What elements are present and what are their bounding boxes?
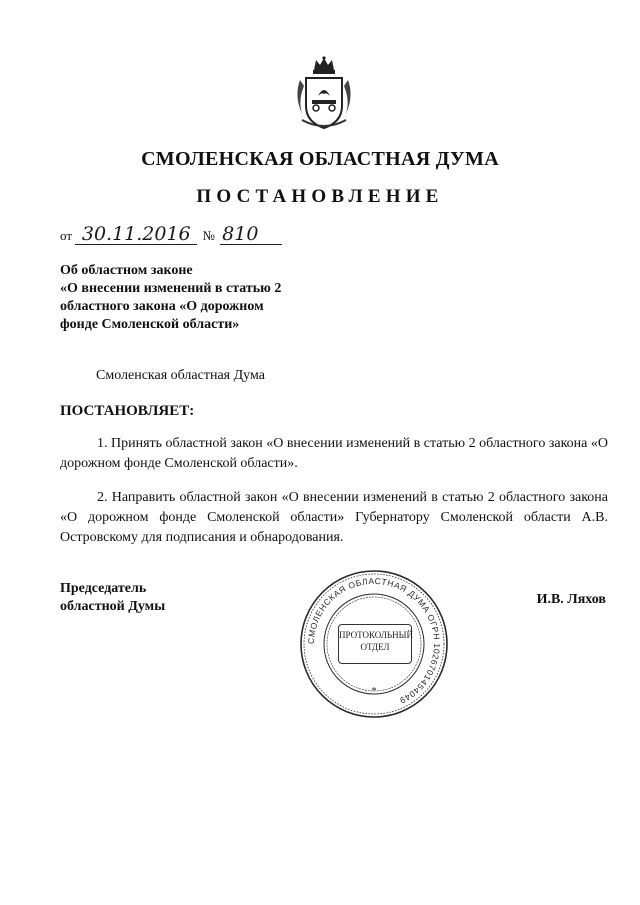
svg-text:*: *	[371, 686, 377, 697]
signatory-title-line: Председатель	[60, 581, 147, 596]
stamp-center-line: ОТДЕЛ	[360, 642, 390, 652]
handwritten-number: 810	[220, 224, 282, 245]
handwritten-date: 30.11.2016	[75, 224, 197, 245]
signatory-title	[60, 580, 220, 616]
date-prefix: от	[60, 228, 73, 243]
subject-line: фонде Смоленской области»	[60, 317, 240, 332]
coat-of-arms-icon	[292, 56, 356, 132]
paragraph-2: 2. Направить областной закон «О внесении изменений в статью 2 областного закона «О дорожном фонде Смоленской области» Губернатору Смоленской области А.В. Островскому для подписания и обнародования.	[60, 490, 608, 545]
stamp-center-label	[338, 624, 412, 664]
stamp-center-line: ПРОТОКОЛЬНЫЙ	[339, 630, 413, 640]
intro-text: Смоленская областная Дума	[96, 368, 265, 383]
number-prefix: №	[202, 228, 215, 243]
subject-line: «О внесении изменений в статью 2	[60, 281, 282, 296]
stamp-ring-text: СМОЛЕНСКАЯ ОБЛАСТНАЯ ДУМА ОГРН 1026701454049	[305, 575, 443, 706]
subject-line: областного закона «О дорожном	[60, 299, 264, 314]
signatory-name: И.В. Ляхов	[536, 592, 606, 607]
organization-title: СМОЛЕНСКАЯ ОБЛАСТНАЯ ДУМА	[141, 148, 499, 170]
signatory-title-line: областной Думы	[60, 599, 166, 614]
subject-block	[60, 262, 320, 334]
resolves-heading: ПОСТАНОВЛЯЕТ:	[60, 403, 195, 419]
paragraph-1: 1. Принять областной закон «О внесении изменений в статью 2 областного закона «О дорожном фонде Смоленской области».	[60, 436, 608, 471]
subject-line: Об областном законе	[60, 263, 193, 278]
date-number-line	[60, 224, 282, 245]
document-type-title: ПОСТАНОВЛЕНИЕ	[196, 186, 444, 207]
